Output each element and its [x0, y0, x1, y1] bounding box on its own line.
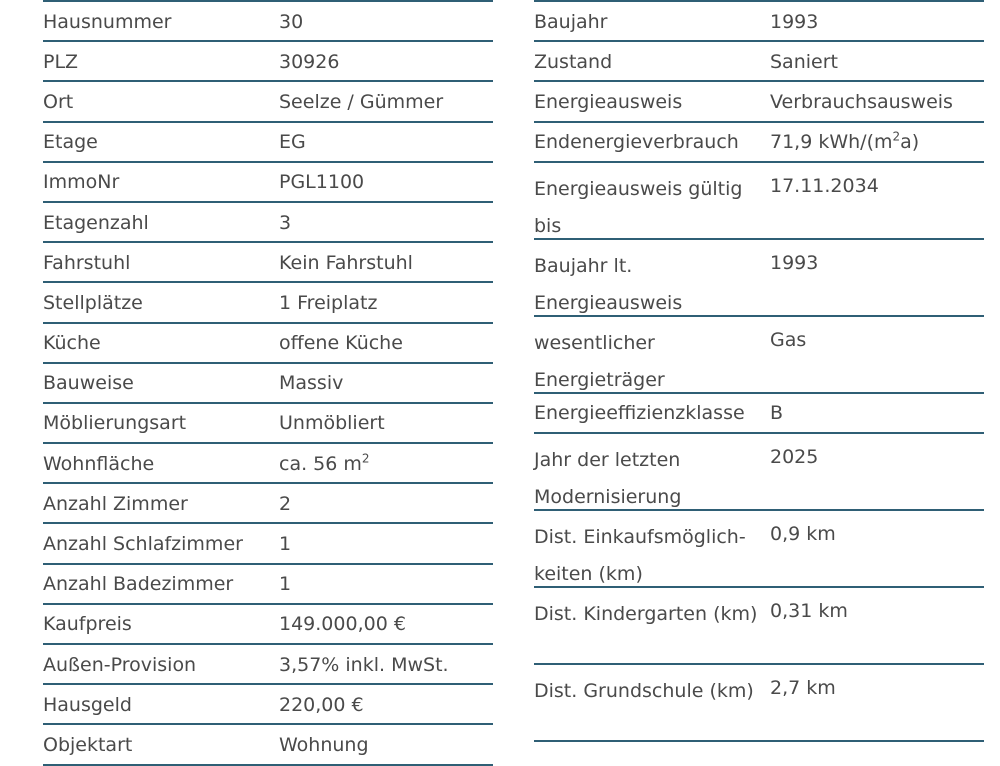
detail-value-text: Verbrauchsausweis: [770, 90, 953, 113]
detail-value-text: Massiv: [279, 372, 344, 395]
detail-label: Objektart: [43, 733, 133, 756]
detail-label: Kaufpreis: [43, 613, 132, 636]
detail-value-text: 2025: [770, 445, 819, 468]
detail-value: [279, 124, 493, 161]
detail-value: [279, 4, 493, 41]
detail-value-text: Unmöbliert: [279, 412, 385, 435]
detail-label: Ort: [43, 90, 74, 113]
detail-value-text: 1: [279, 573, 292, 596]
detail-value-text: 1: [279, 533, 292, 556]
detail-value: [279, 486, 493, 523]
detail-value-text: PGL1100: [279, 171, 365, 194]
detail-value-text: 2,7 km: [770, 676, 836, 699]
detail-row: [43, 163, 493, 203]
detail-row: [43, 565, 493, 605]
detail-label: Dist. Einkaufsmöglich-keiten (km): [534, 525, 746, 585]
detail-row: [43, 324, 493, 364]
detail-value-text: 0,9 km: [770, 522, 836, 545]
detail-label: Baujahr: [534, 10, 608, 33]
detail-value: [764, 248, 984, 278]
detail-value: [279, 566, 493, 603]
detail-label: Etage: [43, 131, 98, 154]
detail-value: [279, 365, 493, 402]
detail-label: Hausgeld: [43, 693, 132, 716]
detail-row: [43, 605, 493, 645]
detail-label: Endenergieverbrauch: [534, 131, 739, 154]
detail-value: [770, 4, 984, 41]
detail-label: Energieausweis: [534, 90, 683, 113]
detail-value: [279, 164, 493, 201]
detail-row: [534, 163, 984, 240]
detail-row: [534, 82, 984, 122]
detail-label: Etagenzahl: [43, 211, 149, 234]
detail-label: Außen-Provision: [43, 653, 197, 676]
detail-label: Anzahl Zimmer: [43, 492, 188, 515]
detail-value-text: Gas: [770, 328, 807, 351]
detail-row: [534, 511, 984, 588]
detail-label: PLZ: [43, 50, 79, 73]
detail-value: [279, 44, 493, 81]
detail-value-text: 30: [279, 10, 304, 33]
detail-value-text: Seelze / Gümmer: [279, 90, 444, 113]
detail-row: [43, 444, 493, 484]
detail-label: Dist. Kindergarten (km): [534, 602, 758, 625]
detail-value: [770, 395, 984, 432]
superscript: 2: [361, 451, 370, 466]
detail-row: [43, 685, 493, 725]
detail-label: Stellplätze: [43, 291, 143, 314]
detail-row: [534, 123, 984, 163]
detail-value-text: 1993: [770, 251, 819, 274]
detail-row: [534, 240, 984, 317]
detail-value: [279, 526, 493, 563]
detail-row: [43, 364, 493, 404]
detail-label: Möblierungsart: [43, 412, 187, 435]
detail-label: Baujahr lt. Energieausweis: [534, 254, 683, 314]
detail-value: [279, 687, 493, 724]
detail-value: [279, 285, 493, 322]
detail-row: [43, 645, 493, 685]
detail-value-text: B: [770, 402, 784, 425]
detail-row: [43, 203, 493, 243]
detail-row: [534, 434, 984, 511]
detail-value: [279, 205, 493, 242]
detail-row: [43, 404, 493, 444]
detail-label: Wohnfläche: [43, 452, 155, 475]
detail-value-text: 2: [279, 492, 292, 515]
detail-value-text: Kein Fahrstuhl: [279, 251, 413, 274]
detail-value-text: 17.11.2034: [770, 174, 879, 197]
detail-row: [43, 725, 493, 765]
detail-label: Anzahl Badezimmer: [43, 573, 234, 596]
detail-value-text: EG: [279, 131, 306, 154]
detail-label: ImmoNr: [43, 171, 120, 194]
detail-value: [279, 325, 493, 362]
detail-value-suffix: a): [900, 131, 920, 154]
detail-value-text: offene Küche: [279, 332, 403, 355]
detail-row: [534, 394, 984, 434]
detail-row: [43, 123, 493, 163]
detail-value-text: 3: [279, 211, 292, 234]
detail-row: [534, 2, 984, 42]
detail-row: [43, 283, 493, 323]
detail-value-text: 149.000,00 €: [279, 613, 406, 636]
detail-row: [43, 484, 493, 524]
detail-value: [764, 171, 984, 201]
detail-value-text: Wohnung: [279, 733, 369, 756]
detail-value-text: 1993: [770, 10, 819, 33]
detail-row: [43, 82, 493, 122]
detail-row: [534, 665, 984, 742]
detail-value: [279, 727, 493, 764]
detail-row: [43, 524, 493, 564]
detail-row: [43, 42, 493, 82]
detail-value: [764, 442, 984, 472]
detail-value-text: ca. 56 m: [279, 452, 362, 475]
detail-label: Energieeffizienzklasse: [534, 402, 745, 425]
detail-value: [279, 446, 493, 483]
detail-value-text: 0,31 km: [770, 599, 848, 622]
detail-value: [764, 673, 984, 703]
detail-value: [279, 245, 493, 282]
detail-value-text: 220,00 €: [279, 693, 364, 716]
property-details-left-column: [43, 0, 493, 766]
detail-row: [534, 588, 984, 665]
detail-value-text: 1 Freiplatz: [279, 291, 378, 314]
detail-value: [764, 325, 984, 355]
detail-value: [279, 405, 493, 442]
detail-label: Energieausweis gültig bis: [534, 177, 743, 237]
property-details-right-column: [534, 0, 984, 742]
detail-value: [764, 596, 984, 626]
detail-value-text: 30926: [279, 50, 340, 73]
detail-label: Dist. Grundschule (km): [534, 679, 754, 702]
detail-label: Fahrstuhl: [43, 251, 131, 274]
detail-value: [770, 44, 984, 81]
detail-label: wesentlicher Energieträger: [534, 331, 665, 391]
detail-label: Zustand: [534, 50, 613, 73]
detail-value: [279, 606, 493, 643]
detail-row: [43, 2, 493, 42]
detail-label: Hausnummer: [43, 10, 172, 33]
detail-label: Jahr der letzten Modernisierung: [534, 448, 682, 508]
detail-row: [534, 42, 984, 82]
detail-label: Anzahl Schlafzimmer: [43, 533, 243, 556]
detail-value-text: 3,57% inkl. MwSt.: [279, 653, 449, 676]
superscript: 2: [892, 129, 901, 144]
detail-row: [43, 243, 493, 283]
detail-value: [770, 84, 984, 121]
detail-label: Küche: [43, 332, 101, 355]
detail-value: [764, 519, 984, 549]
detail-value-text: 71,9 kWh/(m: [770, 131, 893, 154]
detail-value: [279, 647, 493, 684]
detail-value-text: Saniert: [770, 50, 838, 73]
detail-label: Bauweise: [43, 372, 134, 395]
detail-row: [534, 317, 984, 394]
detail-value: [279, 84, 493, 121]
detail-value: [770, 124, 984, 161]
